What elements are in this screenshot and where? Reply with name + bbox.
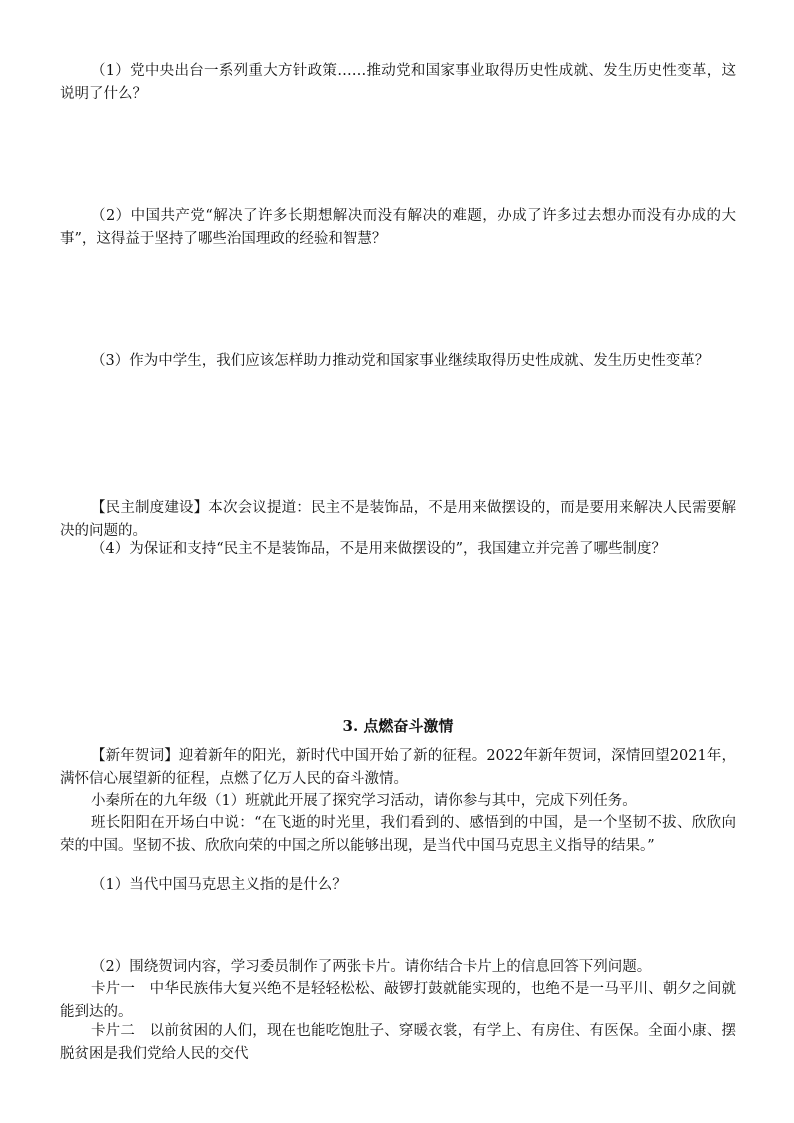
question-2-1: （1）党中央出台一系列重大方针政策……推动党和国家事业取得历史性成就、发生历史性变革，这说明了什么？ [60, 63, 736, 102]
card-one: 卡片一 中华民族伟大复兴绝不是轻轻松松、敲锣打鼓就能实现的，也绝不是一马平川、朝夕之间就能到达的。 [60, 981, 736, 1020]
activity-intro: 小秦所在的九年级（1）班就此开展了探究学习活动，请你参与其中，完成下列任务。 [91, 793, 637, 809]
monitor-speech: 班长阳阳在开场白中说：“在飞逝的时光里，我们看到的、感悟到的中国，是一个坚韧不拔、欣欣向荣的中国。坚韧不拔、欣欣向荣的中国之所以能够出现，是当代中国马克思主义指导的结果。” [60, 815, 736, 854]
card-two: 卡片二 以前贫困的人们，现在也能吃饱肚子、穿暖衣裳，有学上、有房住、有医保。全面小康、摆脱贫困是我们党给人民的交代 [60, 1023, 736, 1062]
question-3-1: （1）当代中国马克思主义指的是什么？ [91, 877, 347, 893]
new-year-intro: 【新年贺词】迎着新年的阳光，新时代中国开始了新的征程。2022年新年贺词，深情回望2021年，满怀信心展望新的征程，点燃了亿万人民的奋斗激情。 [60, 748, 736, 787]
question-2-2: （2）中国共产党“解决了许多长期想解决而没有解决的难题，办成了许多过去想办而没有办成的大事”，这得益于坚持了哪些治国理政的经验和智慧？ [60, 208, 736, 247]
question-2-3: （3）作为中学生，我们应该怎样助力推动党和国家事业继续取得历史性成就、发生历史性变革？ [91, 353, 710, 369]
democracy-intro: 【民主制度建设】本次会议提道：民主不是装饰品，不是用来做摆设的，而是要用来解决人民需要解决的问题的。 [60, 500, 736, 539]
question-2-4: （4）为保证和支持“民主不是装饰品，不是用来做摆设的”，我国建立并完善了哪些制度？ [91, 541, 667, 557]
question-3-2: （2）围绕贺词内容，学习委员制作了两张卡片。请你结合卡片上的信息回答下列问题。 [91, 959, 652, 975]
section-3-heading: 3. 点燃奋斗激情 [342, 717, 454, 735]
